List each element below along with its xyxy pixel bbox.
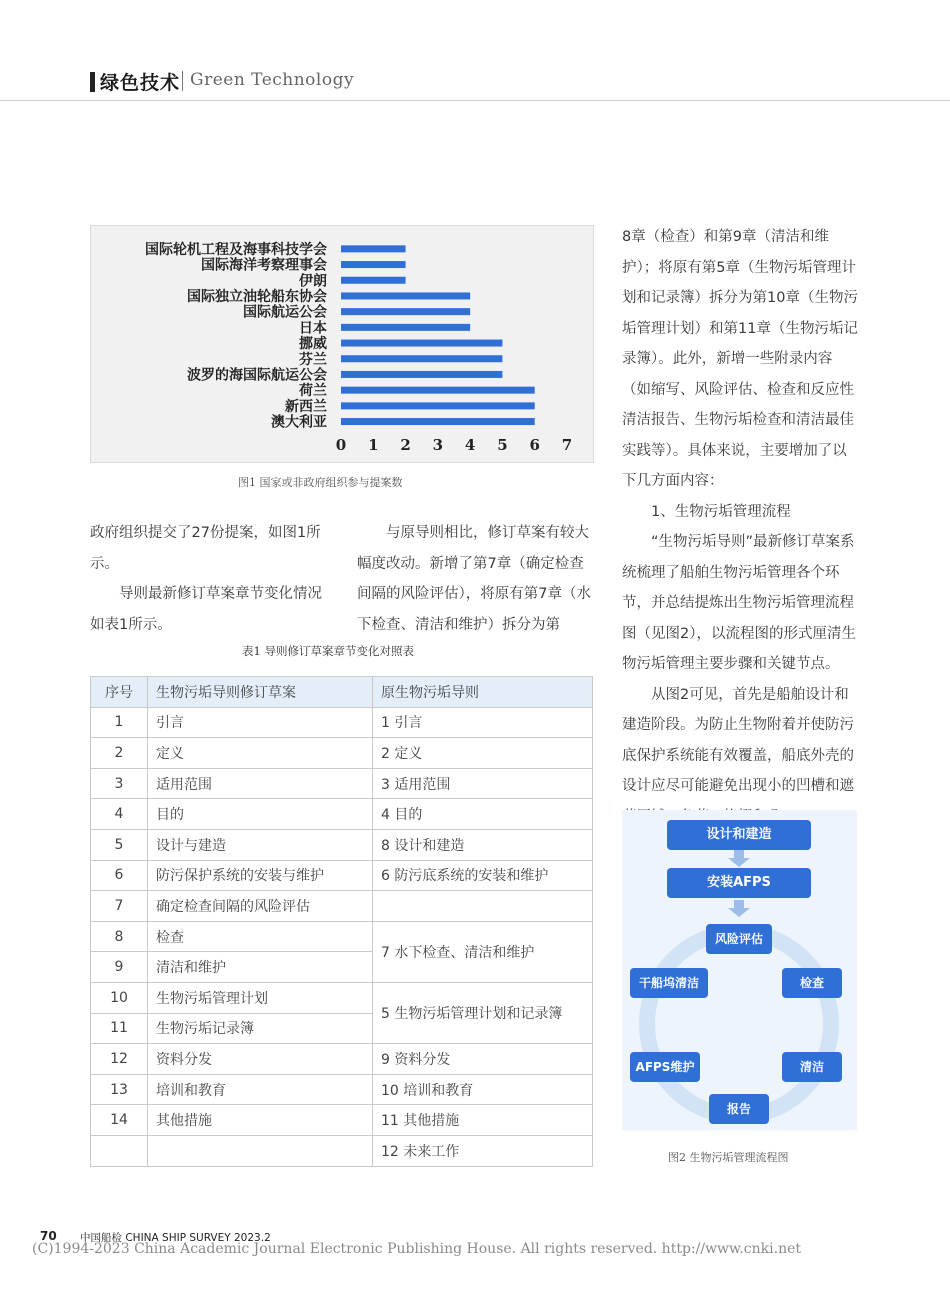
table-cell: 9 资料分发 [373, 1044, 593, 1075]
bar-chart [91, 226, 593, 462]
table-cell: 11 其他措施 [373, 1105, 593, 1136]
step-drydock-cleaning [630, 968, 708, 998]
table-cell: 10 培训和教育 [373, 1074, 593, 1105]
table-cell: 防污保护系统的安装与维护 [148, 860, 373, 891]
table-cell: 5 [91, 829, 148, 860]
bar [341, 277, 406, 284]
table-cell [91, 1135, 148, 1166]
table-cell: 6 防污底系统的安装和维护 [373, 860, 593, 891]
table-row [91, 921, 593, 952]
column-header: 序号 [91, 677, 148, 708]
category-label: 新西兰 [285, 398, 327, 415]
table-cell: 12 [91, 1044, 148, 1075]
table-cell: 7 [91, 891, 148, 922]
x-tick-label: 7 [561, 436, 573, 454]
step-label: 安装AFPS [707, 875, 771, 890]
column-header: 生物污垢导则修订草案 [148, 677, 373, 708]
figure1-caption: 图1 国家或非政府组织参与提案数 [238, 476, 403, 489]
step-cleaning [782, 1052, 842, 1082]
table-cell: 目的 [148, 799, 373, 830]
table-cell: 1 [91, 707, 148, 738]
step-label: 干船坞清洁 [638, 976, 699, 990]
category-label: 国际独立油轮船东协会 [187, 288, 327, 305]
table-cell [373, 891, 593, 922]
table-cell: 8 [91, 921, 148, 952]
figure1-chart [90, 225, 594, 463]
arrow-shaft [734, 850, 744, 859]
table-cell: 5 生物污垢管理计划和记录簿 [373, 982, 593, 1043]
table-cell: 确定检查间隔的风险评估 [148, 891, 373, 922]
bar [341, 371, 502, 378]
category-label: 波罗的海国际航运公会 [187, 367, 327, 384]
paragraph: 与原导则相比，修订草案有较大幅度改动。新增了第7章（确定检查间隔的风险评估），将原有第7章（水下检查、清洁和维护）拆分为第 [357, 525, 591, 633]
table-cell: 清洁和维护 [148, 952, 373, 983]
category-label: 芬兰 [299, 351, 327, 368]
chapter-comparison-table [90, 676, 593, 1167]
page-number: 70 [40, 1229, 57, 1243]
table-cell: 4 [91, 799, 148, 830]
step-label: 检查 [799, 976, 824, 990]
figure2-flowchart [622, 810, 857, 1130]
category-label: 挪威 [299, 336, 327, 353]
step-label: AFPS维护 [635, 1060, 695, 1074]
x-tick-label: 5 [497, 436, 508, 454]
arrow-shaft [734, 900, 744, 909]
step-design-build [667, 820, 811, 850]
bar [341, 402, 535, 409]
table-cell: 生物污垢记录簿 [148, 1013, 373, 1044]
header-divider [182, 71, 183, 91]
table-row [91, 1105, 593, 1136]
magazine-name: 中国船检 CHINA SHIP SURVEY 2023.2 [80, 1232, 271, 1244]
bar [341, 418, 535, 425]
table-cell: 14 [91, 1105, 148, 1136]
step-label: 清洁 [799, 1060, 824, 1074]
table-row [91, 982, 593, 1013]
x-tick-label: 0 [335, 436, 347, 454]
step-label: 风险评估 [714, 932, 763, 946]
page-header [0, 62, 950, 101]
paragraph: 导则最新修订草案章节变化情况如表1所示。 [90, 586, 322, 633]
table-row [91, 738, 593, 769]
table-cell: 其他措施 [148, 1105, 373, 1136]
table-row [91, 799, 593, 830]
x-tick-label: 6 [529, 436, 540, 454]
x-tick-label: 3 [432, 436, 444, 454]
table-cell: 13 [91, 1074, 148, 1105]
column-header: 原生物污垢导则 [373, 677, 593, 708]
table-row [91, 1074, 593, 1105]
table-cell: 适用范围 [148, 768, 373, 799]
section-heading: 1、生物污垢管理流程 [651, 503, 791, 520]
paragraph: 8章（检查）和第9章（清洁和维护）；将原有第5章（生物污垢管理计划和记录簿）拆分为第10章（生物污垢管理计划）和第11章（生物污垢记录簿）。此外，新增一些附录内容（如缩写、风险评估、检查和反应性清洁报告、生物污垢检查和清洁最佳实践等）。具体来说，主要增加了以下几方面内容： [622, 229, 858, 489]
paragraph: 从图2可见，首先是船舶设计和建造阶段。为防止生物附着并使防污底保护系统能有效覆盖，船底外壳的设计应尽可能避免出现小的凹槽和遮 [622, 686, 854, 794]
bar [341, 387, 535, 394]
arrow-head [728, 908, 750, 917]
table-cell: 定义 [148, 738, 373, 769]
step-report [709, 1094, 769, 1124]
table-header-row [91, 677, 593, 708]
table-cell: 10 [91, 982, 148, 1013]
section-title-cn: 绿色技术 [100, 72, 181, 94]
figure2-caption: 图2 生物污垢管理流程图 [668, 1151, 789, 1164]
table-row [91, 1135, 593, 1166]
table-row [91, 768, 593, 799]
table-cell: 4 目的 [373, 799, 593, 830]
category-label: 荷兰 [299, 383, 327, 400]
bar [341, 245, 406, 252]
table-cell: 9 [91, 952, 148, 983]
arrow-head [728, 858, 750, 867]
table-cell: 生物污垢管理计划 [148, 982, 373, 1013]
step-label: 报告 [726, 1102, 751, 1116]
x-tick-label: 2 [400, 436, 411, 454]
section-title-en: Green Technology [190, 70, 355, 90]
table-cell: 6 [91, 860, 148, 891]
table-cell: 7 水下检查、清洁和维护 [373, 921, 593, 982]
table-row [91, 860, 593, 891]
bar [341, 340, 502, 347]
step-afps-maintenance [630, 1052, 700, 1082]
table1-caption: 表1 导则修订草案章节变化对照表 [242, 644, 414, 658]
table-cell: 引言 [148, 707, 373, 738]
bar [341, 324, 470, 331]
table-row [91, 829, 593, 860]
category-label: 国际轮机工程及海事科技学会 [145, 241, 327, 258]
category-label: 澳大利亚 [271, 414, 327, 431]
copyright-line: (C)1994-2023 China Academic Journal Electronic Publishing House. All rights reserved. http://www.cnki.net [32, 1241, 802, 1257]
cycle-ring [647, 932, 831, 1116]
bar [341, 355, 502, 362]
table-cell: 检查 [148, 921, 373, 952]
paragraph: “生物污垢导则”最新修订草案系统梳理了船舶生物污垢管理各个环节，并总结提炼出生物污垢管理流程图（见图2），以流程图的形式厘清生物污垢管理主要步骤和关键节点。 [622, 534, 856, 672]
paragraph: 政府组织提交了27份提案，如图1所示。 [90, 525, 321, 572]
step-risk-assessment [706, 924, 772, 954]
table-row [91, 707, 593, 738]
table-cell: 资料分发 [148, 1044, 373, 1075]
table-cell [148, 1135, 373, 1166]
left-column-text [90, 518, 326, 640]
table-cell: 11 [91, 1013, 148, 1044]
category-label: 伊朗 [299, 273, 327, 290]
bar [341, 308, 470, 315]
table-cell: 2 定义 [373, 738, 593, 769]
step-install-afps [667, 868, 811, 898]
category-label: 国际海洋考察理事会 [201, 257, 327, 274]
bar [341, 261, 406, 268]
step-label: 设计和建造 [706, 827, 772, 842]
header-marker [90, 72, 95, 92]
table-cell: 2 [91, 738, 148, 769]
table-cell: 12 未来工作 [373, 1135, 593, 1166]
table-cell: 8 设计和建造 [373, 829, 593, 860]
x-tick-label: 4 [464, 436, 476, 454]
step-inspection [782, 968, 842, 998]
table-row [91, 891, 593, 922]
table-cell: 3 适用范围 [373, 768, 593, 799]
table-cell: 1 引言 [373, 707, 593, 738]
x-tick-label: 1 [368, 436, 379, 454]
category-label: 日本 [299, 320, 327, 337]
table-cell: 设计与建造 [148, 829, 373, 860]
table-cell: 培训和教育 [148, 1074, 373, 1105]
table-cell: 3 [91, 768, 148, 799]
right-column-text [622, 222, 859, 832]
middle-column-text [357, 518, 593, 640]
bar [341, 292, 470, 299]
table-row [91, 1044, 593, 1075]
category-label: 国际航运公会 [243, 304, 327, 321]
